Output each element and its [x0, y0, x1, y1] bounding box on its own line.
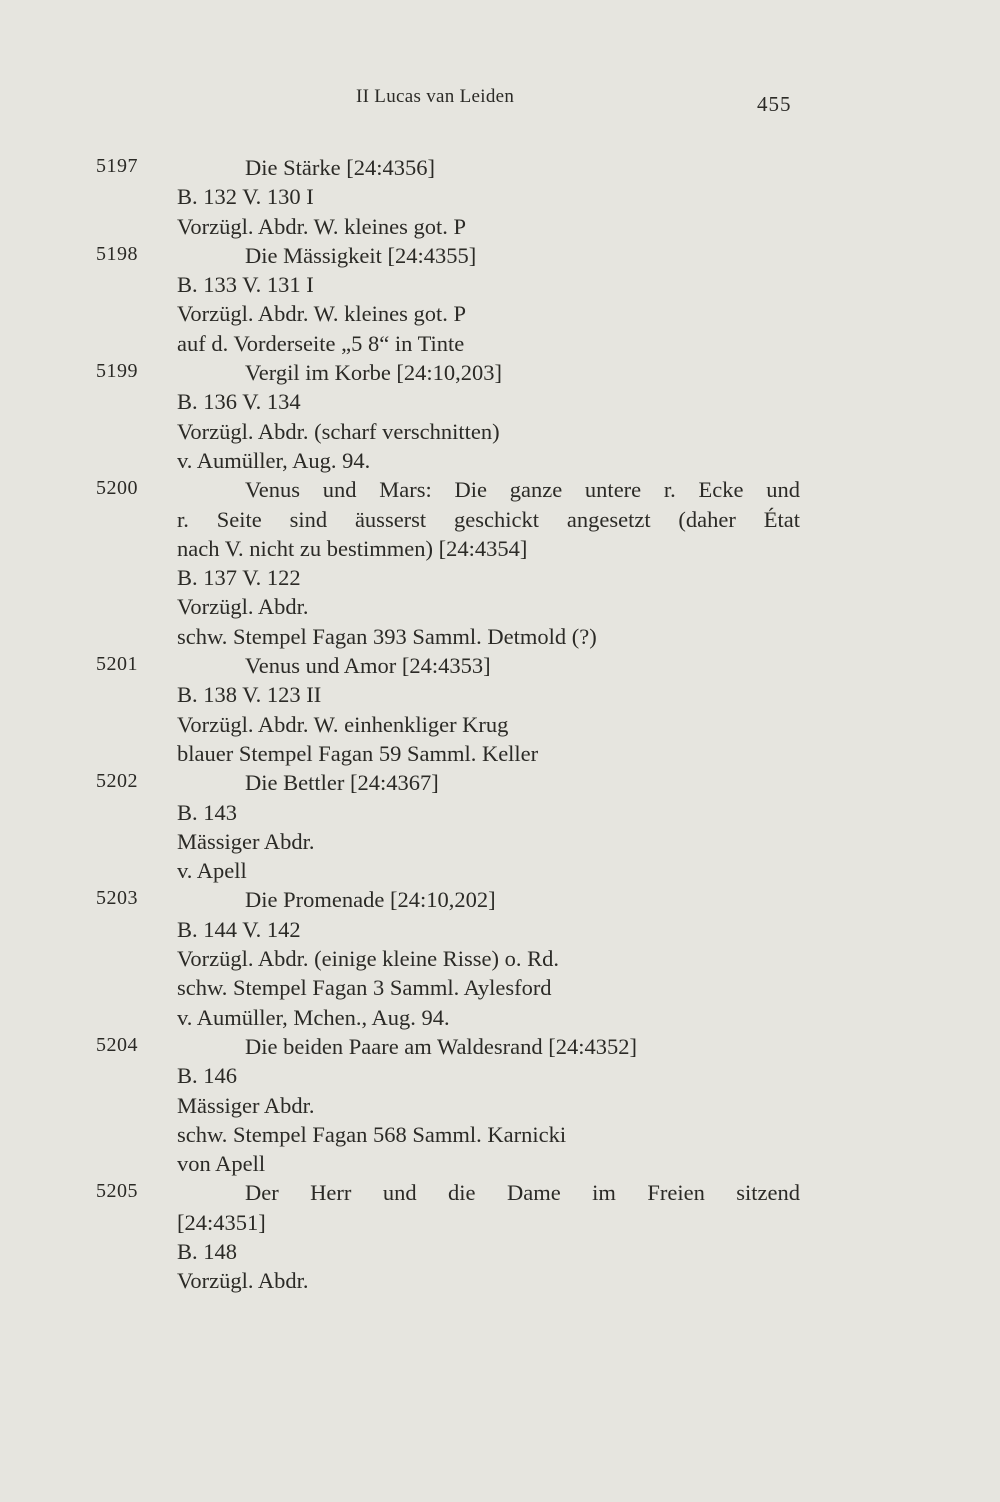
catalog-entry: [0, 768, 1000, 885]
entry-detail: B. 137 V. 122: [177, 565, 301, 591]
entry-number: 5198: [96, 242, 138, 265]
entry-detail: Vorzügl. Abdr.: [177, 594, 309, 620]
entry-detail: Mässiger Abdr.: [177, 828, 315, 854]
entry-detail: B. 144 V. 142: [177, 916, 301, 942]
entry-detail: von Apell: [177, 1151, 266, 1177]
entry-number: 5197: [96, 155, 138, 177]
entry-detail: schw. Stempel Fagan 3 Samml. Aylesford: [177, 975, 552, 1001]
entry-detail: B. 148: [177, 1238, 238, 1264]
catalog-entry: [0, 153, 1000, 241]
entry-title: Die Mässigkeit [24:4355]: [245, 242, 477, 268]
entry-detail: auf d. Vorderseite „5 8“ in Tinte: [177, 330, 465, 356]
catalog-entry: [0, 651, 1000, 768]
catalog-entry: [0, 475, 1000, 651]
entry-title-continuation: r. Seite sind äusserst geschickt angesetzt (daher État: [177, 506, 800, 532]
page-number: 455: [757, 92, 792, 116]
entry-title: Der Herr und die Dame im Freien sitzend: [245, 1180, 800, 1206]
entry-title: Vergil im Korbe [24:10,203]: [245, 360, 503, 386]
entry-detail: B. 136 V. 134: [177, 389, 301, 415]
catalog-entry: [0, 885, 1000, 1031]
entry-detail: Vorzügl. Abdr. W. einhenkliger Krug: [177, 711, 509, 737]
entry-title: Die Promenade [24:10,202]: [245, 887, 496, 913]
entry-detail: v. Apell: [177, 858, 247, 884]
entry-detail: schw. Stempel Fagan 568 Samml. Karnicki: [177, 1121, 567, 1147]
entry-detail: B. 132 V. 130 I: [177, 184, 314, 210]
catalog-list: [0, 153, 1000, 1296]
running-title: II Lucas van Leiden: [356, 86, 515, 107]
entry-title: Venus und Mars: Die ganze untere r. Ecke und: [245, 477, 800, 503]
entry-detail: B. 143: [177, 799, 238, 825]
entry-number: 5203: [96, 887, 138, 910]
entry-detail: schw. Stempel Fagan 393 Samml. Detmold (?): [177, 623, 597, 649]
entry-number: 5200: [96, 477, 138, 500]
entry-detail: v. Aumüller, Aug. 94.: [177, 447, 371, 473]
entry-title-continuation: [24:4351]: [177, 1209, 266, 1235]
entry-title: Venus und Amor [24:4353]: [245, 653, 491, 679]
entry-title: Die beiden Paare am Waldesrand [24:4352]: [245, 1033, 638, 1059]
entry-number: 5202: [96, 770, 138, 793]
entry-number: 5205: [96, 1180, 138, 1203]
entry-detail: Vorzügl. Abdr. (scharf verschnitten): [177, 418, 500, 444]
catalog-entry: [0, 1032, 1000, 1178]
entry-title: Die Stärke [24:4356]: [245, 155, 435, 180]
entry-detail: B. 133 V. 131 I: [177, 272, 314, 298]
entry-number: 5204: [96, 1033, 138, 1056]
catalog-entry: [0, 241, 1000, 358]
entry-title-continuation: nach V. nicht zu bestimmen) [24:4354]: [177, 535, 528, 561]
entry-detail: B. 146: [177, 1063, 238, 1089]
entry-title: Die Bettler [24:4367]: [245, 770, 439, 796]
entry-detail: Mässiger Abdr.: [177, 1092, 315, 1118]
entry-detail: Vorzügl. Abdr. W. kleines got. P: [177, 213, 466, 239]
entry-number: 5199: [96, 360, 138, 383]
entry-detail: blauer Stempel Fagan 59 Samml. Keller: [177, 740, 539, 766]
catalog-entry: [0, 358, 1000, 475]
entry-detail: v. Aumüller, Mchen., Aug. 94.: [177, 1004, 450, 1030]
catalog-entry: [0, 1178, 1000, 1295]
entry-detail: Vorzügl. Abdr. (einige kleine Risse) o. Rd.: [177, 946, 560, 972]
entry-detail: Vorzügl. Abdr. W. kleines got. P: [177, 301, 466, 327]
entry-detail: Vorzügl. Abdr.: [177, 1268, 309, 1294]
entry-number: 5201: [96, 653, 138, 676]
entry-detail: B. 138 V. 123 II: [177, 682, 322, 708]
